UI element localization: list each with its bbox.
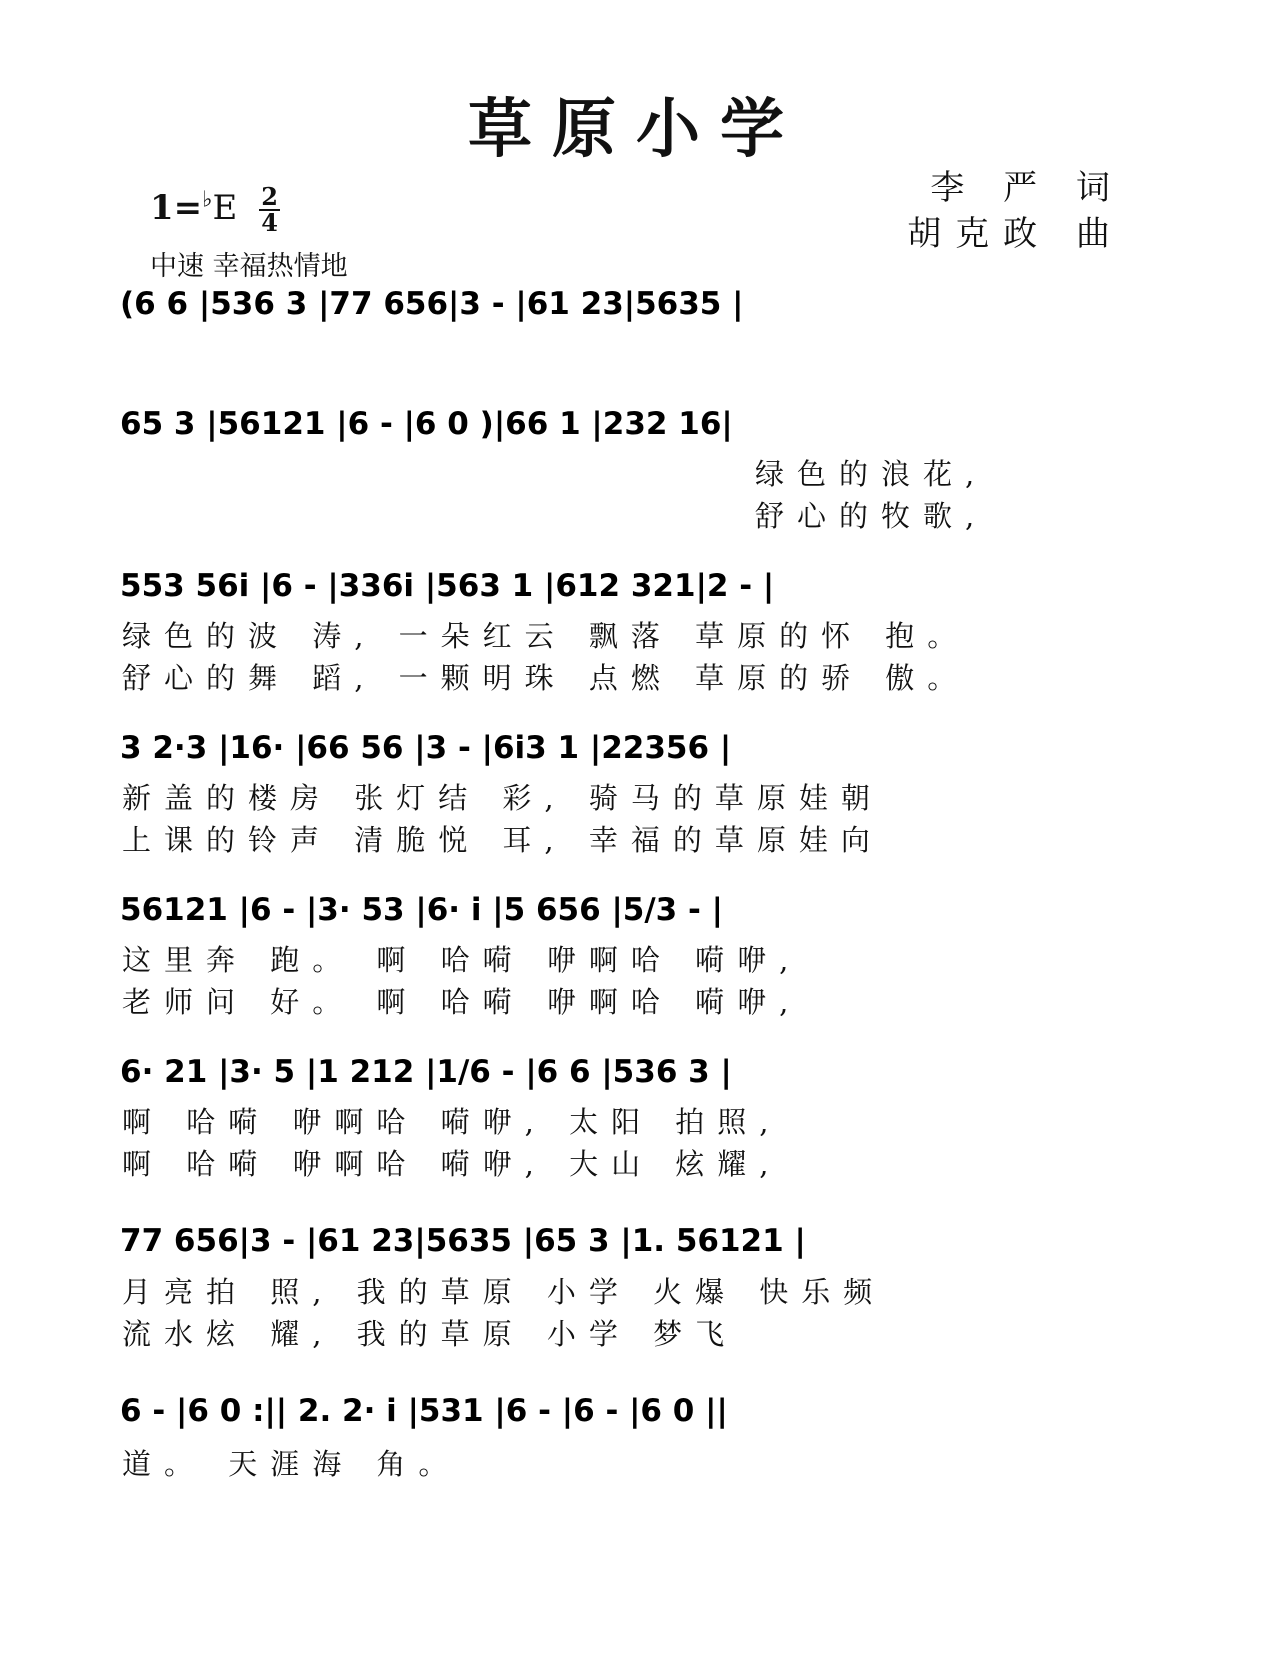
staff-row-2-notation xyxy=(120,388,1160,458)
row-8-lyrics: 道。 天涯海 角。 xyxy=(122,1447,461,1481)
staff-row-8 xyxy=(120,1375,1160,1445)
row-6-lyrics-verse-1: 啊 哈嗬 咿啊哈 嗬咿, 太阳 拍照, xyxy=(122,1105,782,1139)
staff-row-4-notation xyxy=(120,712,1160,782)
lyricist-credit: 李 严 词 xyxy=(930,168,1124,208)
row-7-lyrics-verse-1: 月亮拍 照, 我的草原 小学 火爆 快乐频 xyxy=(122,1275,886,1309)
tempo-marking: 中速 幸福热情地 xyxy=(150,251,348,282)
row-1-notes: (6 6 |536 3 |77 656|3 - |61 23|5635 | xyxy=(120,286,744,322)
row-3-lyrics-verse-2: 舒心的舞 蹈, 一颗明珠 点燃 草原的骄 傲。 xyxy=(122,661,970,695)
key-prefix: 1= xyxy=(150,188,203,228)
key-signature xyxy=(150,182,280,237)
row-5-notes: 56121 |6 - |3· 53 |6· i |5 656 |5/3 - | xyxy=(120,892,724,928)
staff-row-3-notation xyxy=(120,550,1160,620)
staff-row-2 xyxy=(120,388,1160,458)
staff-row-6-notation xyxy=(120,1036,1160,1106)
row-7-lyrics-verse-2: 流水炫 耀, 我的草原 小学 梦飞 xyxy=(122,1317,738,1351)
staff-row-7-notation xyxy=(120,1205,1160,1275)
row-2-lyrics-verse-1: 绿色的浪花, xyxy=(755,457,988,491)
staff-row-1 xyxy=(120,268,1160,338)
key-note: E xyxy=(212,188,238,228)
row-5-lyrics-verse-1: 这里奔 跑。 啊 哈嗬 咿啊哈 嗬咿, xyxy=(122,943,802,977)
row-4-lyrics-verse-2: 上课的铃声 清脆悦 耳, 幸福的草原娃向 xyxy=(122,823,883,857)
composer-credit: 胡克政 曲 xyxy=(907,214,1124,254)
time-top: 2 xyxy=(261,182,278,211)
row-8-notes: 6 - |6 0 :|| 2. 2· i |531 |6 - |6 - |6 0 || xyxy=(120,1393,728,1429)
staff-row-8-notation xyxy=(120,1375,1160,1445)
flat-sign: ♭ xyxy=(202,187,213,213)
row-4-lyrics-verse-1: 新盖的楼房 张灯结 彩, 骑马的草原娃朝 xyxy=(122,781,883,815)
staff-row-7 xyxy=(120,1205,1160,1275)
staff-row-3 xyxy=(120,550,1160,620)
row-5-lyrics-verse-2: 老师问 好。 啊 哈嗬 咿啊哈 嗬咿, xyxy=(122,985,802,1019)
staff-row-5 xyxy=(120,874,1160,944)
row-2-lyrics-verse-2: 舒心的牧歌, xyxy=(755,499,988,533)
row-6-lyrics-verse-2: 啊 哈嗬 咿啊哈 嗬咿, 大山 炫耀, xyxy=(122,1147,782,1181)
staff-row-6 xyxy=(120,1036,1160,1106)
row-6-notes: 6· 21 |3· 5 |1 212 |1/6 - |6 6 |536 3 | xyxy=(120,1054,732,1090)
staff-row-5-notation xyxy=(120,874,1160,944)
staff-row-4 xyxy=(120,712,1160,782)
row-2-notes: 65 3 |56121 |6 - |6 0 )|66 1 |232 16| xyxy=(120,406,733,442)
song-title: 草原小学 xyxy=(468,92,804,167)
time-bottom: 4 xyxy=(261,208,278,237)
row-4-notes: 3 2·3 |16· |66 56 |3 - |6i3 1 |22356 | xyxy=(120,730,732,766)
row-7-notes: 77 656|3 - |61 23|5635 |65 3 |1. 56121 | xyxy=(120,1223,806,1259)
time-signature xyxy=(259,182,280,237)
row-3-notes: 553 56i |6 - |336i |563 1 |612 321|2 - | xyxy=(120,568,775,604)
row-3-lyrics-verse-1: 绿色的波 涛, 一朵红云 飘落 草原的怀 抱。 xyxy=(122,619,970,653)
staff-row-1-notation xyxy=(120,268,1160,338)
